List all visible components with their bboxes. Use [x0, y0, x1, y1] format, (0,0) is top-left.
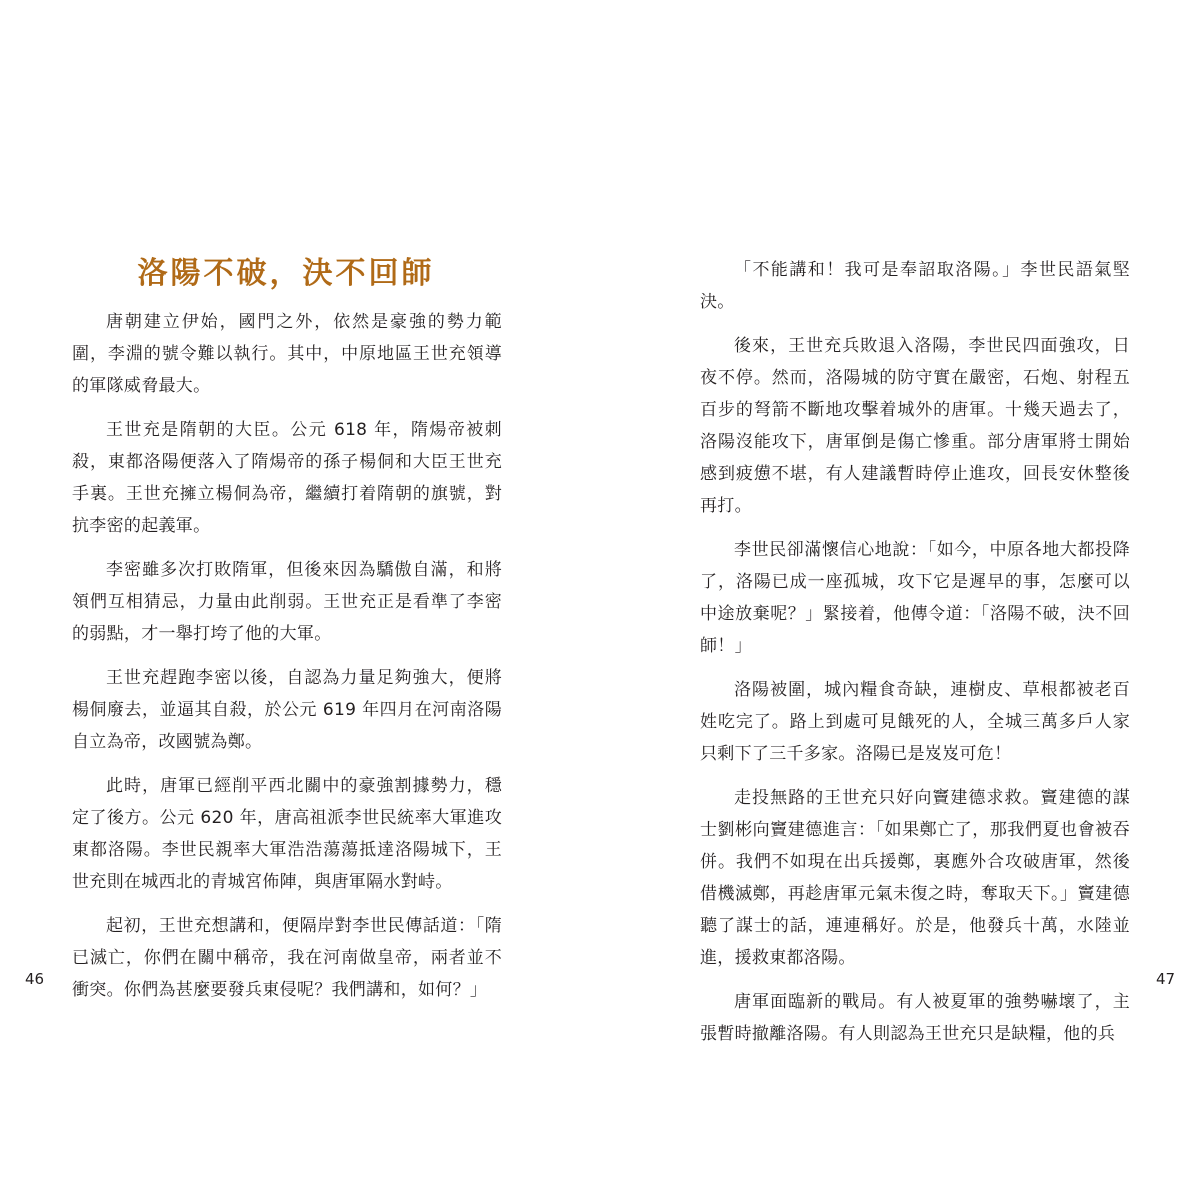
- paragraph: 李密雖多次打敗隋軍，但後來因為驕傲自滿，和將領們互相猜忌，力量由此削弱。王世充正是看準了李密的弱點，才一舉打垮了他的大軍。: [72, 560, 502, 644]
- paragraph: 王世充是隋朝的大臣。公元 618 年，隋煬帝被刺殺，東都洛陽便落入了隋煬帝的孫子楊侗和大臣王世充手裏。王世充擁立楊侗為帝，繼續打着隋朝的旗號，對抗李密的起義軍。: [72, 420, 502, 536]
- right-text-column: [700, 254, 1130, 1062]
- left-text-column: [72, 306, 502, 1018]
- paragraph: 起初，王世充想講和，便隔岸對李世民傳話道：「隋已滅亡，你們在關中稱帝，我在河南做皇帝，兩者並不衝突。你們為甚麼要發兵東侵呢？我們講和，如何？」: [72, 916, 502, 1000]
- paragraph: 唐朝建立伊始，國門之外，依然是豪強的勢力範圍，李淵的號令難以執行。其中，中原地區王世充領導的軍隊威脅最大。: [72, 312, 502, 396]
- paragraph: 後來，王世充兵敗退入洛陽，李世民四面強攻，日夜不停。然而，洛陽城的防守實在嚴密，石炮、射程五百步的弩箭不斷地攻擊着城外的唐軍。十幾天過去了，洛陽沒能攻下，唐軍倒是傷亡慘重。部分唐軍將士開始感到疲憊不堪，有人建議暫時停止進攻，回長安休整後再打。: [700, 336, 1130, 516]
- chapter-title: 洛陽不破，決不回師: [137, 256, 435, 291]
- page-number-right: 47: [1156, 970, 1176, 988]
- paragraph: 李世民卻滿懷信心地說：「如今，中原各地大都投降了，洛陽已成一座孤城，攻下它是遲早的事，怎麼可以中途放棄呢？」緊接着，他傳令道：「洛陽不破，決不回師！」: [700, 540, 1130, 656]
- paragraph: 唐軍面臨新的戰局。有人被夏軍的強勢嚇壞了，主張暫時撤離洛陽。有人則認為王世充只是缺糧，他的兵: [700, 992, 1130, 1044]
- paragraph: 「不能講和！我可是奉詔取洛陽。」李世民語氣堅決。: [700, 260, 1130, 312]
- paragraph: 此時，唐軍已經削平西北關中的豪強割據勢力，穩定了後方。公元 620 年，唐高祖派李世民統率大軍進攻東都洛陽。李世民親率大軍浩浩蕩蕩抵達洛陽城下，王世充則在城西北的青城宮佈陣，與唐軍隔水對峙。: [72, 776, 502, 892]
- paragraph: 洛陽被圍，城內糧食奇缺，連樹皮、草根都被老百姓吃完了。路上到處可見餓死的人，全城三萬多戶人家只剩下了三千多家。洛陽已是岌岌可危！: [700, 680, 1130, 764]
- right-page: [600, 0, 1200, 1200]
- paragraph: 走投無路的王世充只好向竇建德求救。竇建德的謀士劉彬向竇建德進言：「如果鄭亡了，那我們夏也會被吞併。我們不如現在出兵援鄭，裏應外合攻破唐軍，然後借機滅鄭，再趁唐軍元氣未復之時，奪取天下。」竇建德聽了謀士的話，連連稱好。於是，他發兵十萬，水陸並進，援救東都洛陽。: [700, 788, 1130, 968]
- paragraph: 王世充趕跑李密以後，自認為力量足夠強大，便將楊侗廢去，並逼其自殺，於公元 619 年四月在河南洛陽自立為帝，改國號為鄭。: [72, 668, 502, 752]
- page-number-left: 46: [25, 970, 45, 988]
